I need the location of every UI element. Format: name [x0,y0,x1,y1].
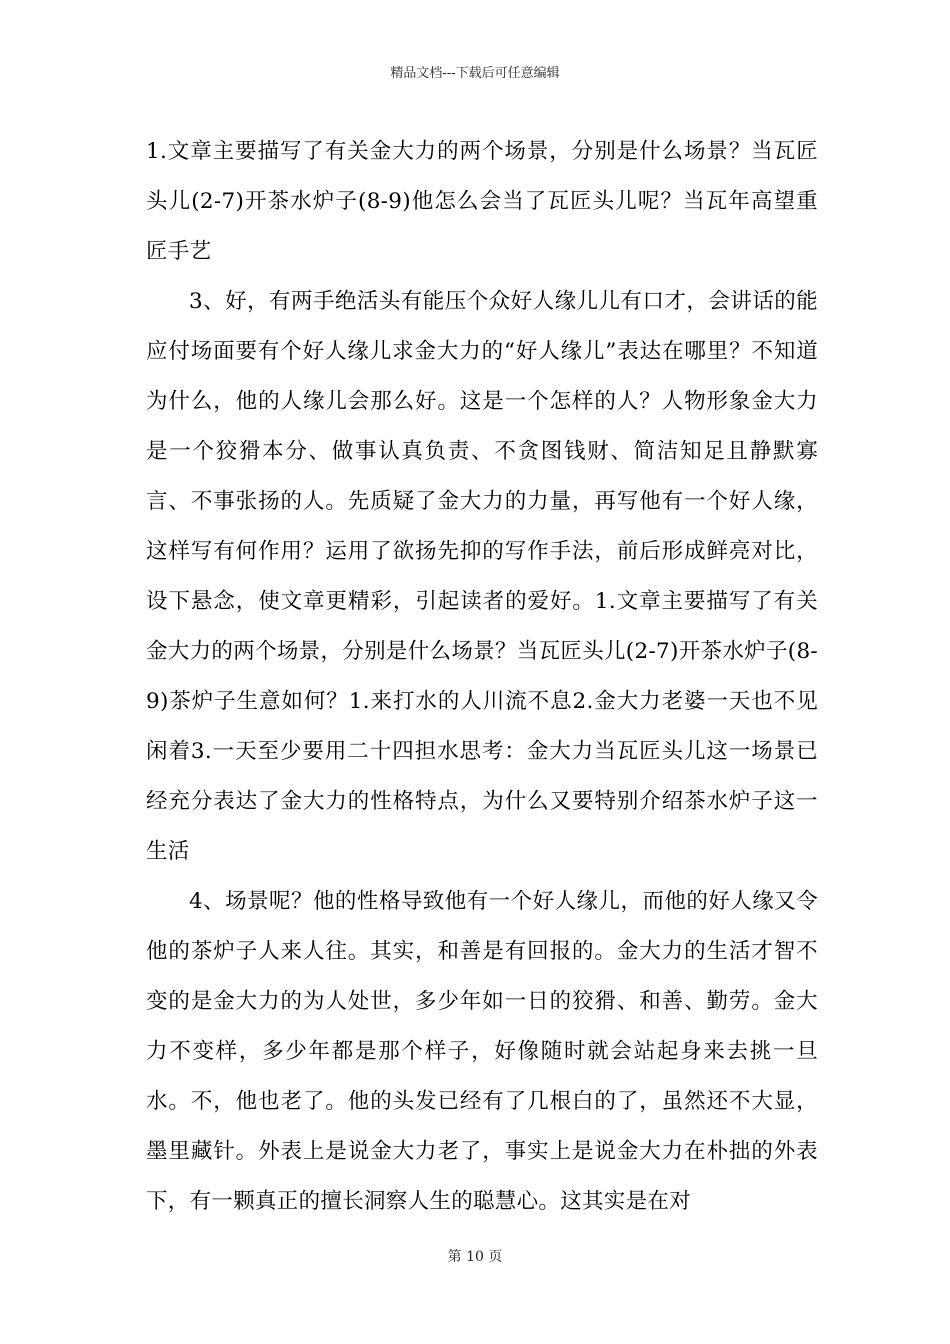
document-body [146,127,818,1227]
page-header: 精品文档---下载后可任意编辑 [390,66,560,81]
paragraph-3: 4、场景呢？他的性格导致他有一个好人缘儿，而他的好人缘又令他的茶炉子人来人往。其实，和善是有回报的。金大力的生活才智不变的是金大力的为人处世，多少年如一日的狡猾、和善、勤劳。金大力不变样，多少年都是那个样子，好像随时就会站起身来去挑一旦水。不，他也老了。他的头发已经有了几根白的了，虽然还不大显，墨里藏针。外表上是说金大力老了，事实上是说金大力在朴拙的外表下，有一颗真正的擅长洞察人生的聪慧心。这其实是在对 [146,889,818,1214]
page-number: 第 10 页 [447,1249,503,1265]
paragraph-1: 1.文章主要描写了有关金大力的两个场景，分别是什么场景？当瓦匠头儿(2-7)开茶水炉子(8-9)他怎么会当了瓦匠头儿呢？当瓦年高望重匠手艺 [146,139,818,264]
paragraph-2: 3、好，有两手绝活头有能压个众好人缘儿儿有口才，会讲话的能应付场面要有个好人缘儿求金大力的“好人缘儿”表达在哪里？不知道为什么，他的人缘儿会那么好。这是一个怎样的人？人物形象金大力是一个狡猾本分、做事认真负责、不贪图钱财、简洁知足且静默寡言、不事张扬的人。先质疑了金大力的力量，再写他有一个好人缘，这样写有何作用？运用了欲扬先抑的写作手法，前后形成鲜亮对比，设下悬念，使文章更精彩，引起读者的爱好。1.文章主要描写了有关金大力的两个场景，分别是什么场景？当瓦匠头儿(2-7)开茶水炉子(8-9)茶炉子生意如何？1.来打水的人川流不息2.金大力老婆一天也不见闲着3.一天至少要用二十四担水思考：金大力当瓦匠头儿这一场景已经充分表达了金大力的性格特点，为什么又要特别介绍茶水炉子这一生活 [146,289,818,864]
